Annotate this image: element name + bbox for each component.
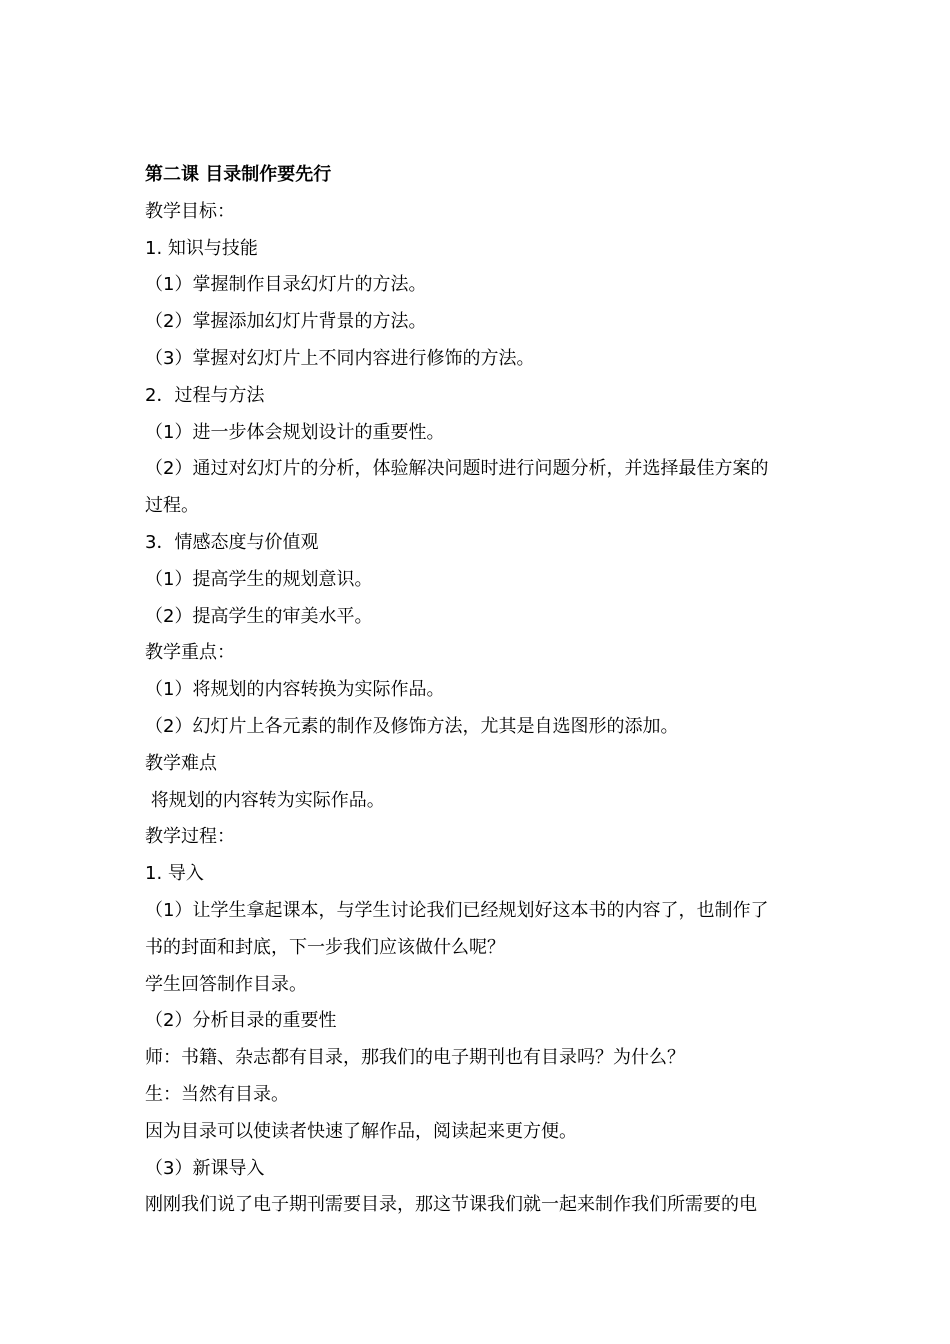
process-subheading: （2）分析目录的重要性 xyxy=(145,1010,337,1032)
lesson-title: 第二课 目录制作要先行 xyxy=(145,164,332,185)
objective-heading-process: 2．过程与方法 xyxy=(145,384,265,406)
key-point-item: （1）将规划的内容转换为实际作品。 xyxy=(145,679,445,701)
section-heading-difficulties: 教学难点 xyxy=(145,752,217,774)
process-paragraph: （1）让学生拿起课本，与学生讨论我们已经规划好这本书的内容了，也制作了 xyxy=(145,899,769,921)
objective-item: （2）提高学生的审美水平。 xyxy=(145,605,373,627)
objective-item: （2）通过对幻灯片的分析，体验解决问题时进行问题分析，并选择最佳方案的 xyxy=(145,458,769,480)
process-subheading: （3）新课导入 xyxy=(145,1157,265,1179)
section-heading-objectives: 教学目标： xyxy=(145,200,235,222)
objective-heading-knowledge: 1. 知识与技能 xyxy=(145,237,258,259)
section-heading-process: 教学过程： xyxy=(145,826,235,848)
objective-item: （1）掌握制作目录幻灯片的方法。 xyxy=(145,274,427,296)
difficulty-item: 将规划的内容转为实际作品。 xyxy=(145,789,385,811)
document-page xyxy=(145,157,810,1224)
key-point-item: （2）幻灯片上各元素的制作及修饰方法，尤其是自选图形的添加。 xyxy=(145,715,679,737)
objective-item-continued: 过程。 xyxy=(145,495,199,517)
section-heading-key-points: 教学重点： xyxy=(145,642,235,664)
process-heading-intro: 1. 导入 xyxy=(145,863,204,885)
process-paragraph-continued: 书的封面和封底，下一步我们应该做什么呢？ xyxy=(145,936,505,958)
process-paragraph: 刚刚我们说了电子期刊需要目录，那这节课我们就一起来制作我们所需要的电 xyxy=(145,1194,757,1216)
objective-item: （1）提高学生的规划意识。 xyxy=(145,568,373,590)
process-paragraph: 因为目录可以使读者快速了解作品，阅读起来更方便。 xyxy=(145,1120,577,1142)
objective-item: （2）掌握添加幻灯片背景的方法。 xyxy=(145,311,427,333)
objective-item: （3）掌握对幻灯片上不同内容进行修饰的方法。 xyxy=(145,347,535,369)
process-paragraph: 师：书籍、杂志都有目录，那我们的电子期刊也有目录吗？为什么？ xyxy=(145,1047,685,1069)
objective-item: （1）进一步体会规划设计的重要性。 xyxy=(145,421,445,443)
process-paragraph: 生：当然有目录。 xyxy=(145,1083,289,1105)
objective-heading-attitude: 3．情感态度与价值观 xyxy=(145,531,319,553)
process-paragraph: 学生回答制作目录。 xyxy=(145,973,307,995)
